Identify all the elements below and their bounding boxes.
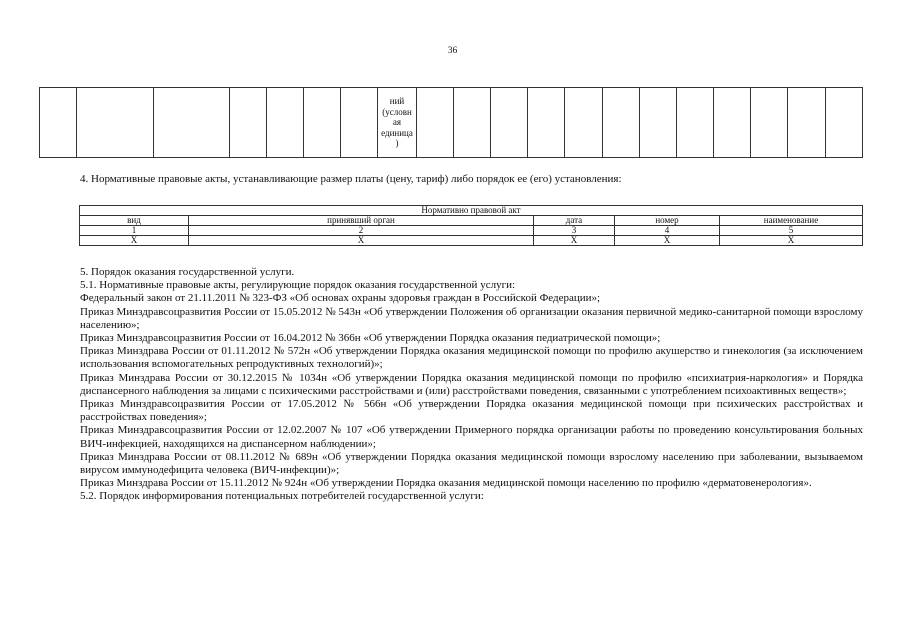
column-header: вид [80, 216, 189, 226]
table-cell [416, 88, 453, 158]
table-cell: Х [615, 236, 720, 246]
table-cell [40, 88, 77, 158]
regulation-item: Приказ Минздрава России от 30.12.2015 № 1034н «Об утверждении Порядка оказания медицинской помощи по профилю «психиатрия-наркология» и Порядка диспансерного наблюдения за лицами с психическими расстройствами и (или) расстройствами поведения, связанными с употреблением психоактивных веществ»; [80, 371, 863, 397]
table-row [80, 236, 863, 246]
table-cell [602, 88, 639, 158]
column-number: 5 [720, 226, 863, 236]
regulation-item: Приказ Минздравсоцразвития России от 17.05.2012 № 566н «Об утверждении Порядка оказания медицинской помощи при психических расстройствах и расстройствах поведения»; [80, 398, 863, 424]
regulation-item: Приказ Минздрава России от 01.11.2012 № 572н «Об утверждении Порядка оказания медицинской помощи по профилю акушерство и гинекология (за исключением использования вспомогательных репродуктивных технологий)»; [80, 345, 863, 371]
table-cell [528, 88, 565, 158]
regulation-item: Приказ Минздрава России от 15.11.2012 № 924н «Об утверждении Порядка оказания медицинской помощи населению по профилю «дерматовенерология». [80, 477, 812, 490]
table-header-row [80, 206, 863, 216]
unit-cell: ний (условн ая единица ) [378, 88, 417, 158]
table-cell [751, 88, 788, 158]
column-number: 1 [80, 226, 189, 236]
table-cell [676, 88, 713, 158]
table-cell [491, 88, 528, 158]
column-header: номер [615, 216, 720, 226]
regulation-item: Приказ Минздравсоцразвития России от 16.04.2012 № 366н «Об утверждении Порядка оказания педиатрической помощи»; [80, 332, 661, 345]
normative-acts-table [79, 205, 863, 246]
table-cell: Х [189, 236, 534, 246]
table-cell: Х [720, 236, 863, 246]
column-number: 3 [534, 226, 615, 236]
section-5-2-title: 5.2. Порядок информирования потенциальных потребителей государственной услуги: [80, 490, 484, 503]
table-cell [714, 88, 751, 158]
table-cell [303, 88, 340, 158]
table-cell [77, 88, 154, 158]
table-header: Нормативно правовой акт [80, 206, 863, 216]
table-cell [266, 88, 303, 158]
regulation-item: Приказ Минздрава России от 08.11.2012 № 689н «Об утверждении Порядка оказания медицинской помощи взрослому населению при заболевании, вызываемом вирусом иммунодефицита человека (ВИЧ-инфекции)»; [80, 450, 863, 477]
indicators-table-continuation [39, 87, 863, 158]
section-5-title: 5. Порядок оказания государственной услуги. [80, 266, 295, 278]
table-cell [639, 88, 676, 158]
table-cell [229, 88, 266, 158]
table-cell [341, 88, 378, 158]
table-cell: Х [534, 236, 615, 246]
column-header: дата [534, 216, 615, 226]
column-number: 2 [189, 226, 534, 236]
regulation-item: Федеральный закон от 21.11.2011 № 323-ФЗ «Об основах охраны здоровья граждан в Российской Федерации»; [80, 292, 601, 305]
column-header: наименование [720, 216, 863, 226]
regulation-item: Приказ Минздравсоцразвития России от 15.05.2012 № 543н «Об утверждении Положения об организации оказания первичной медико-санитарной помощи взрослому населению»; [80, 305, 863, 331]
table-cell [825, 88, 862, 158]
section-5-text [80, 266, 863, 504]
regulation-item: Приказ Минздравсоцразвития России от 12.02.2007 № 107 «Об утверждении Примерного порядка организации работы по проведению консультирования больных ВИЧ-инфекцией, находящихся на диспансерном наблюдении»; [80, 424, 863, 450]
column-numbers-row [80, 226, 863, 236]
section-5-1-title: 5.1. Нормативные правовые акты, регулирующие порядок оказания государственной услуги: [80, 279, 516, 292]
table-cell [788, 88, 825, 158]
table-cell: Х [80, 236, 189, 246]
page-number: 36 [447, 46, 458, 56]
table-cell [565, 88, 602, 158]
section-4-title: 4. Нормативные правовые акты, устанавливающие размер платы (цену, тариф) либо порядок ее (его) установления: [80, 173, 622, 185]
column-number: 4 [615, 226, 720, 236]
table-cell [154, 88, 229, 158]
column-header: принявший орган [189, 216, 534, 226]
table-row [40, 88, 863, 158]
table-cell [454, 88, 491, 158]
column-headers-row [80, 216, 863, 226]
